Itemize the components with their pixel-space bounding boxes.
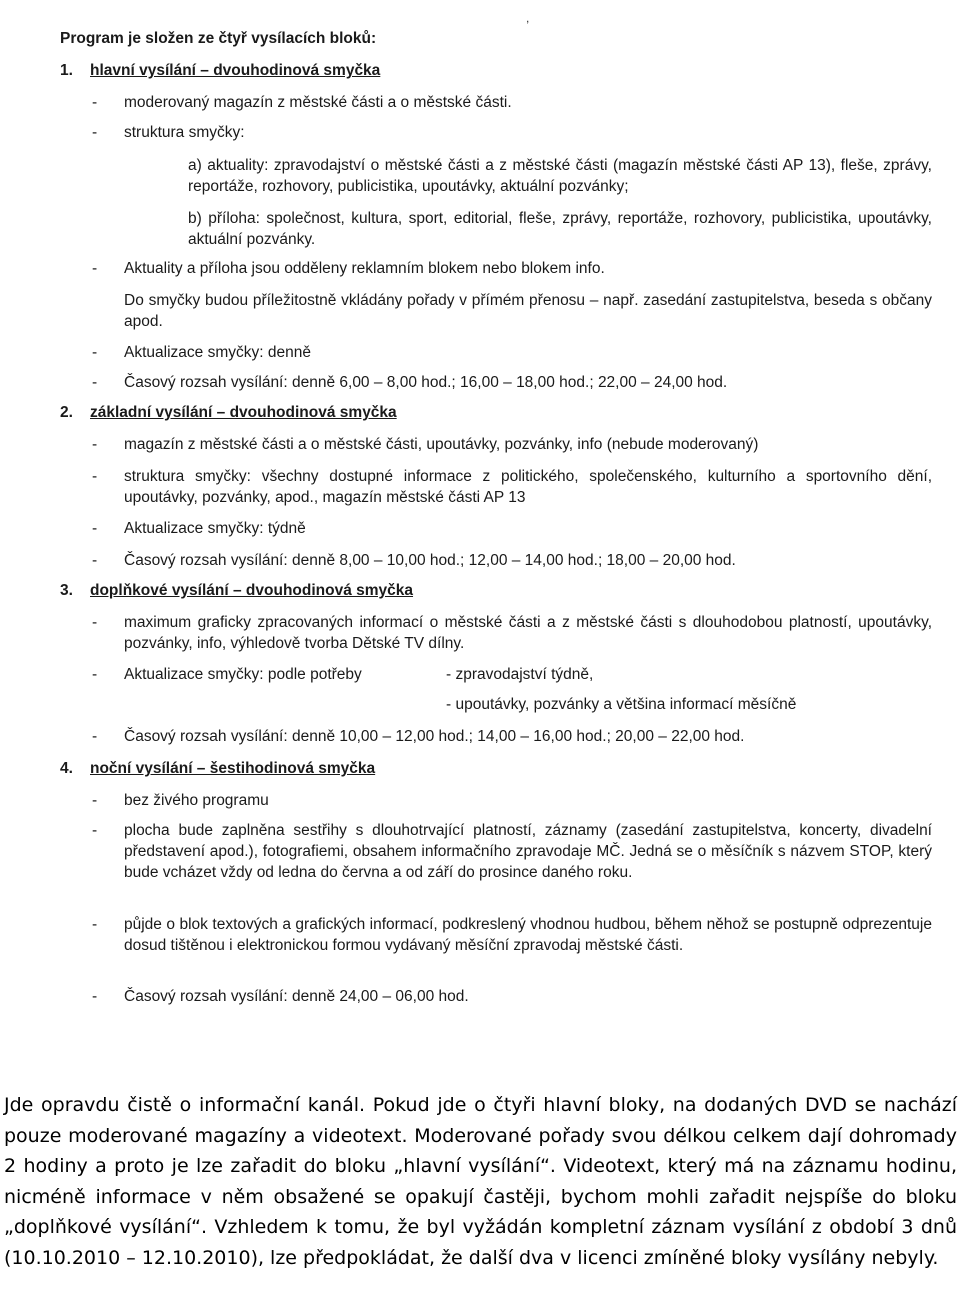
update-detail: - zpravodajství týdně,	[446, 666, 594, 683]
scan-speck: ,	[526, 11, 530, 25]
structure-item-aktuality: a) aktuality: zpravodajství o městské části a z městské části (magazín městské části AP 13), fleše, zprávy, reportáže, rozhovory, publicistika, upoutávky, aktuální pozvánky;	[188, 157, 932, 195]
block-4-name: noční vysílání – šestihodinová smyčka	[90, 760, 376, 777]
list-item: - Aktualizace smyčky: podle potřeby	[92, 666, 362, 683]
list-item: Do smyčky budou příležitostně vkládány pořady v přímém přenosu – např. zasedání zastupitelstva, beseda s občany apod.	[124, 292, 932, 330]
list-item: - moderovaný magazín z městské části a o městské části.	[92, 94, 512, 111]
block-3-name: doplňkové vysílání – dvouhodinová smyčka	[90, 582, 414, 599]
list-item: - Časový rozsah vysílání: denně 24,00 – 06,00 hod.	[92, 988, 469, 1005]
block-1-title	[60, 60, 380, 81]
list-item: - Aktuality a příloha jsou odděleny reklamním blokem nebo blokem info.	[92, 260, 605, 277]
block-4-title	[60, 758, 375, 779]
list-item: - Aktualizace smyčky: týdně	[92, 520, 306, 537]
block-2-title	[60, 402, 397, 423]
block-2-number: 2.	[60, 404, 73, 421]
list-item: - struktura smyčky:	[92, 124, 245, 141]
block-1-name: hlavní vysílání – dvouhodinová smyčka	[90, 62, 381, 79]
block-4-number: 4.	[60, 760, 73, 777]
list-item: - bez živého programu	[92, 792, 269, 809]
program-heading: Program je složen ze čtyř vysílacích bloků:	[60, 30, 377, 47]
structure-item-priloha: b) příloha: společnost, kultura, sport, editorial, fleše, zprávy, reportáže, rozhovory, publicistika, upoutávky, aktuální pozvánky.	[188, 210, 932, 248]
list-item: - magazín z městské části a o městské části, upoutávky, pozvánky, info (nebude moderovaný)	[92, 436, 759, 453]
list-item: - struktura smyčky: všechny dostupné informace z politického, společenského, kulturního a sportovního dění, upoutávky, pozvánky, apod., magazín městské části AP 13	[92, 468, 932, 506]
list-item: - Časový rozsah vysílání: denně 6,00 – 8,00 hod.; 16,00 – 18,00 hod.; 22,00 – 24,00 hod.	[92, 374, 728, 391]
list-item: - Aktualizace smyčky: denně	[92, 344, 311, 361]
commentary-paragraph: Jde opravdu čistě o informační kanál. Pokud jde o čtyři hlavní bloky, na dodaných DVD se nachází pouze moderované magazíny a videotext. Moderované pořady svou délkou celkem dají dohromady 2 hodiny a proto je lze zařadit do bloku „hlavní vysílání“. Videotext, který má na záznamu hodinu, nicméně informace v něm obsažené se opakují častěji, bychom mohli zařadit nejspíše do bloku „doplňkové vysílání“. Vzhledem k tomu, že byl vyžádán kompletní záznam vysílání z období 3 dnů (10.10.2010 – 12.10.2010), lze předpokládat, že další dva v licenci zmíněné bloky vysílány nebyly.	[4, 1094, 957, 1269]
block-3-title	[60, 580, 413, 601]
list-item: - plocha bude zaplněna sestřihy s dlouhotrvající platností, záznamy (zasedání zastupitelstva, koncerty, divadelní představení apod.), fotografiemi, obsahem informačního zpravodaje MČ. Jedná se o měsíčník s názvem STOP, který bude vcházet vždy od ledna do června a od září do prosince daného roku.	[92, 822, 932, 881]
list-item: - Časový rozsah vysílání: denně 8,00 – 10,00 hod.; 12,00 – 14,00 hod.; 18,00 – 20,00 hod.	[92, 552, 736, 569]
block-3-number: 3.	[60, 582, 73, 599]
update-detail: - upoutávky, pozvánky a většina informací měsíčně	[446, 696, 797, 713]
block-1-number: 1.	[60, 62, 73, 79]
list-item: - půjde o blok textových a grafických informací, podkreslený vhodnou hudbou, během něhož se postupně odprezentuje dosud tištěnou i elektronickou formou vydávaný měsíční zpravodaj městské části.	[92, 916, 932, 954]
list-item: - Časový rozsah vysílání: denně 10,00 – 12,00 hod.; 14,00 – 16,00 hod.; 20,00 – 22,00 hod.	[92, 728, 745, 745]
list-item: - maximum graficky zpracovaných informací o městské části a z městské části s dlouhodobou platností, upoutávky, pozvánky, info, výhledově tvorba Dětské TV dílny.	[92, 614, 932, 652]
block-2-name: základní vysílání – dvouhodinová smyčka	[90, 404, 397, 421]
